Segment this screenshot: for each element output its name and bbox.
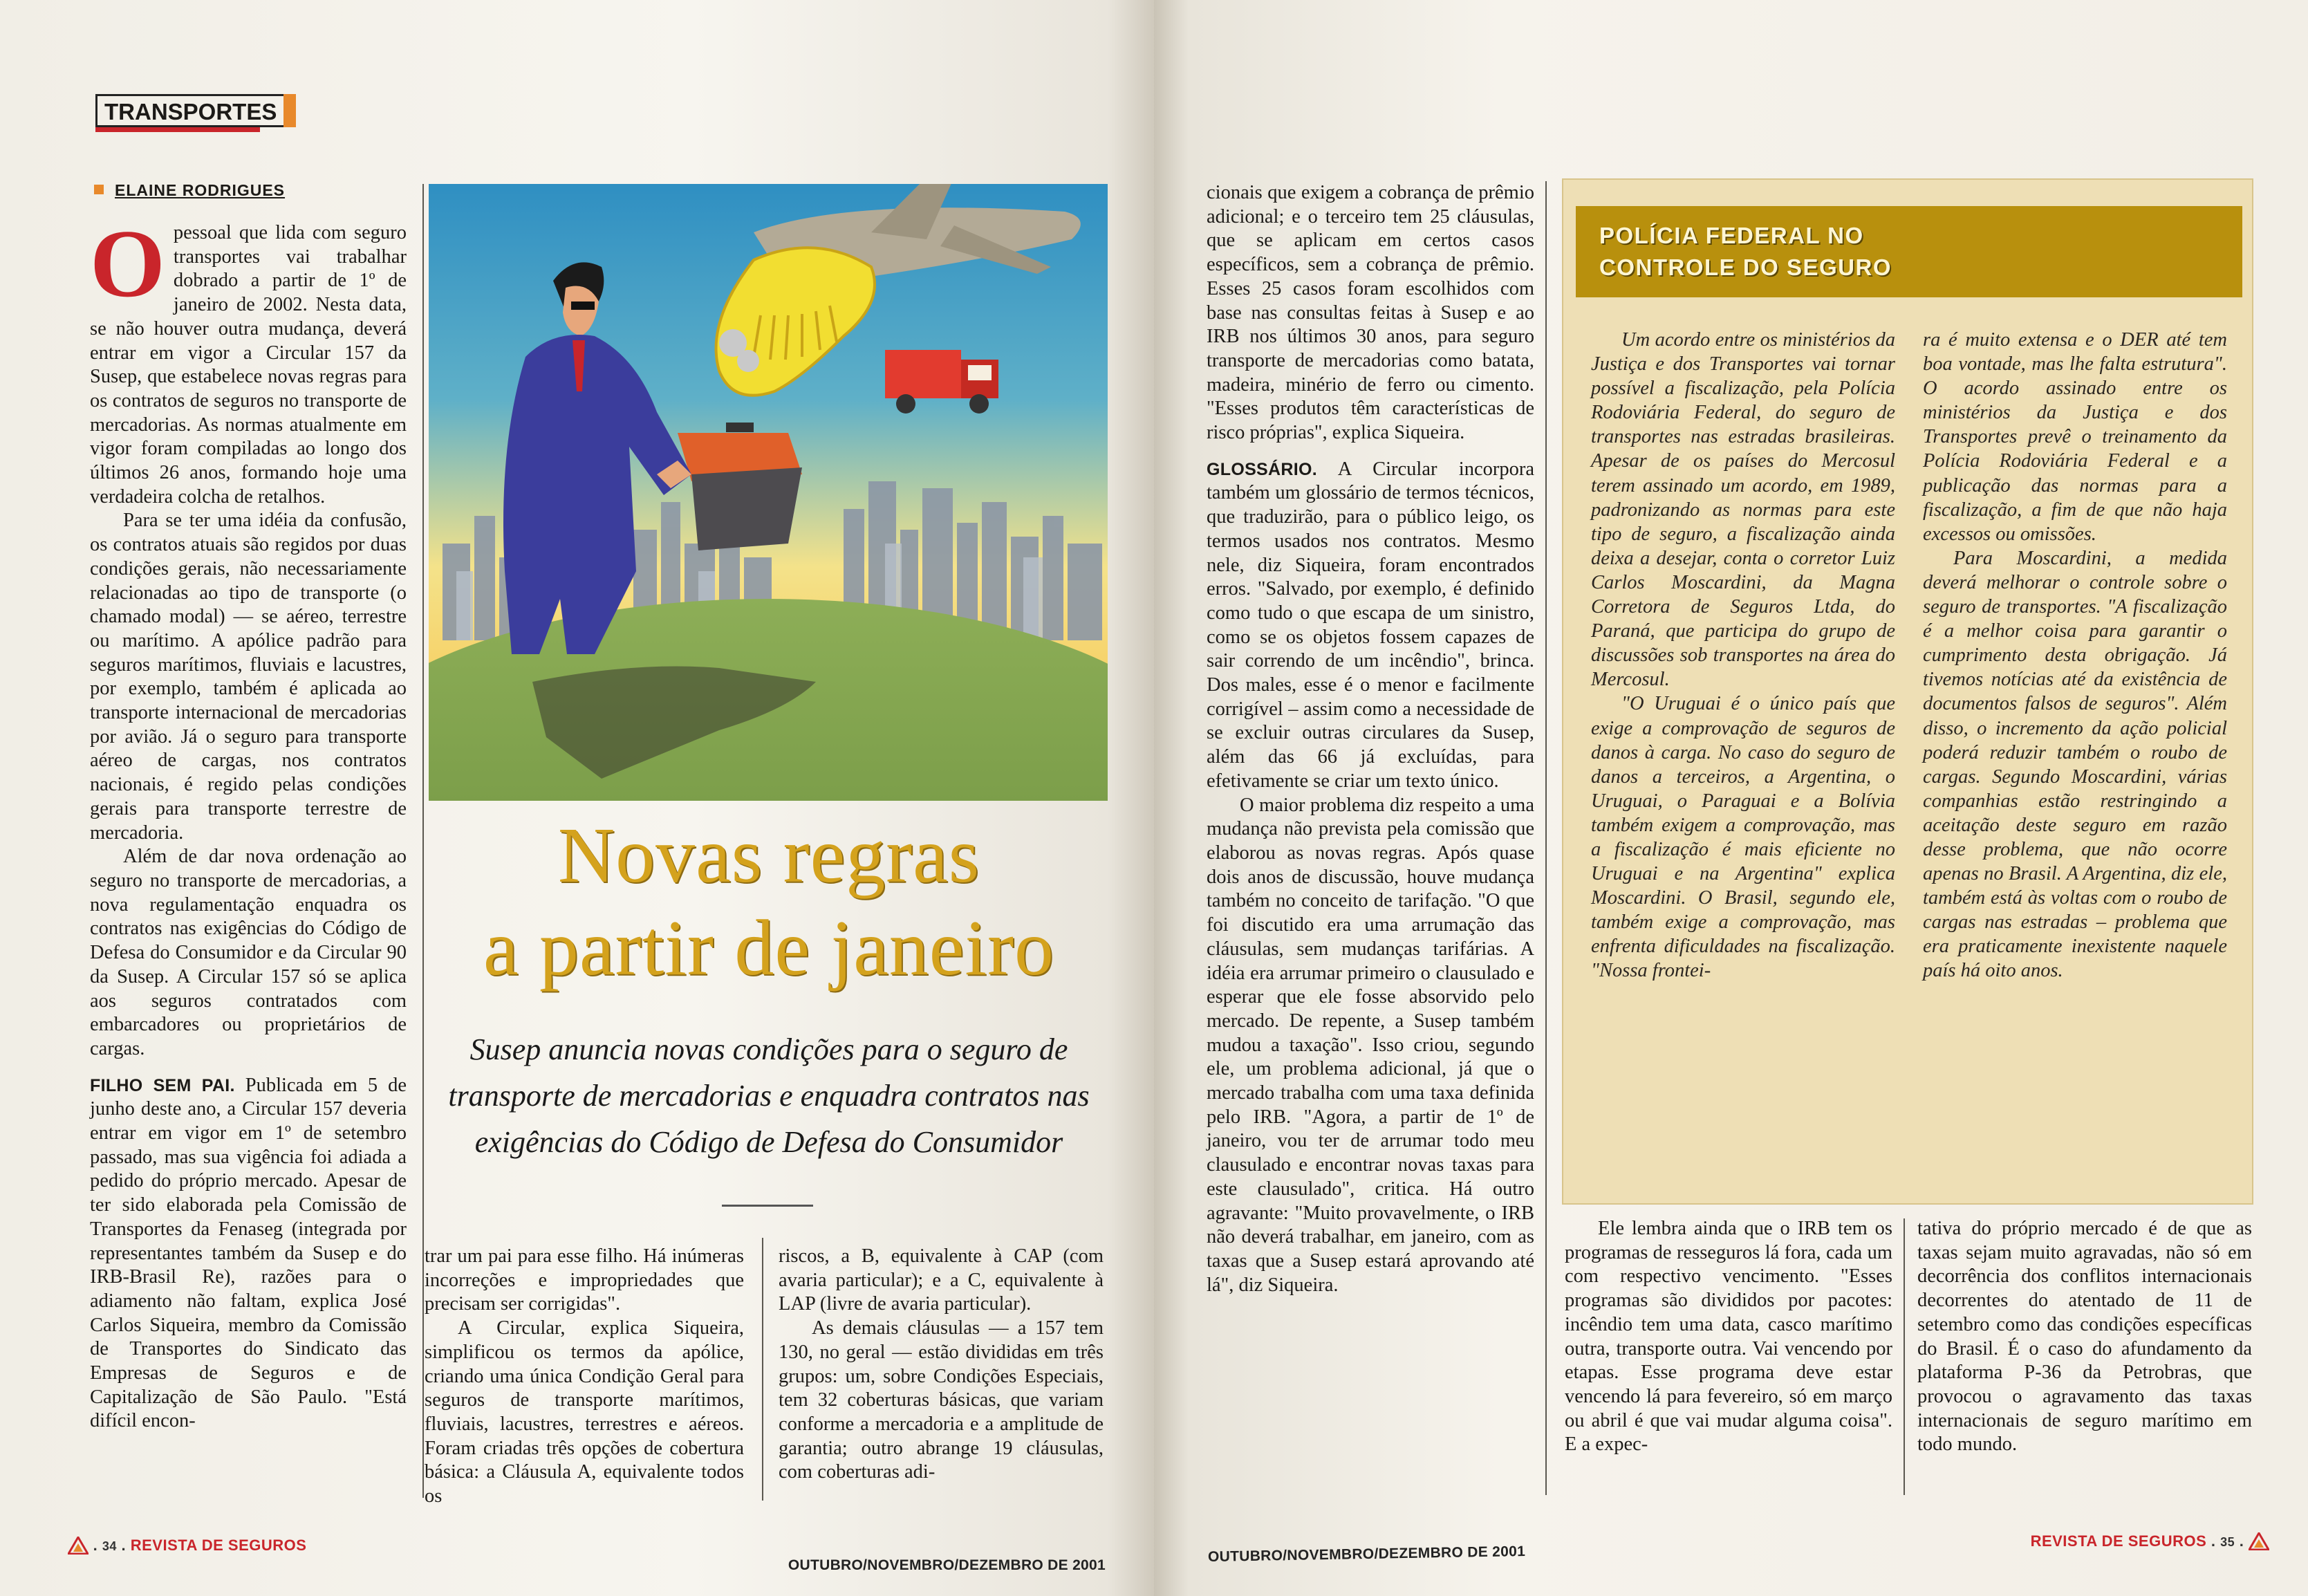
sidebar-title-line-1: POLÍCIA FEDERAL NO bbox=[1599, 223, 1864, 248]
sidebar-column-1 bbox=[1591, 328, 1895, 983]
subhead: FILHO SEM PAI. bbox=[90, 1075, 235, 1095]
column-divider bbox=[762, 1238, 763, 1501]
businessman-cargo-illustration bbox=[429, 184, 1108, 801]
article-column-2 bbox=[425, 1245, 744, 1509]
bullet-square-icon bbox=[94, 185, 104, 194]
magazine-name: REVISTA DE SEGUROS bbox=[2030, 1532, 2207, 1550]
article-column-1 bbox=[90, 210, 407, 1433]
magazine-name: REVISTA DE SEGUROS bbox=[130, 1537, 307, 1554]
paragraph-text: pessoal que lida com seguro transportes vai trabalhar dobrado a partir de 1º de janeiro de 2002. Nesta data, se não houver outra mudança, deverá entrar em vigor a Circular 157 da Susep, que estabelece novas regras para os contratos de seguros no transporte de mercadorias. As normas atualmente em vigor foram compiladas ao longo dos últimos 26 anos, formando hoje uma verdadeira colcha de retalhos. bbox=[90, 222, 407, 508]
issue-date: OUTUBRO/NOVEMBRO/DEZEMBRO DE 2001 bbox=[788, 1557, 1106, 1573]
paragraph-text: Publicada em 5 de junho deste ano, a Circular 157 deveria entrar em vigor em 1º de setembro passado, mas sua vigência foi adiada a pedido do próprio mercado. Apesar de ter sido elaborada pela Comissão de Transportes da Fenaseg (integrada por representantes também da Susep e do IRB-Brasil Re), razões para o adiamento não faltam, explica José Carlos Siqueira, membro da Comissão de Transportes do Sindicato das Empresas de Seguros e de Capitalização de São Paulo. "Está difícil encon- bbox=[90, 1074, 407, 1432]
headline-line-2: a partir de janeiro bbox=[483, 904, 1055, 992]
paragraph-text: A Circular incorpora também um glossário de termos técnicos, que traduzirão, para o público leigo, os termos usados nos contratos. Mesmo nele, diz Siqueira, foram encontrados erros. "Salvado, por exemplo, é definido como tudo o que escapa de um sinistro, como se os objetos fossem capazes de sair correndo de um incêndio", brinca. Dos males, esse é o menor e facilmente corrigível – assim como a necessidade de se excluir outras circulares da Susep, além das 66 já excluídas, para efetivamente se criar um texto único. bbox=[1207, 458, 1534, 792]
sidebar-title-bar bbox=[1576, 206, 2242, 297]
magazine-logo-icon bbox=[68, 1537, 89, 1555]
sidebar-title-line-2: CONTROLE DO SEGURO bbox=[1599, 254, 1892, 280]
paragraph: Além de dar nova ordenação ao seguro no transporte de mercadorias, a nova regulamentação enquadra os contratos nas exigências do Código de Defesa do Consumidor e da Circular 90 da Susep. A Circular 157 só se aplica aos seguros contratados com embarcadores ou proprietários de cargas. bbox=[90, 846, 407, 1059]
byline bbox=[94, 181, 285, 200]
sidebar-box bbox=[1562, 178, 2253, 1205]
paragraph: O maior problema diz respeito a uma mudança não prevista pela comissão que elaborou as novas regras. Após quase dois anos de discussão, houve mudança também no conceito de tarifação. "O que foi discutido era uma arrumação das cláusulas, sem mudanças tarifárias. A idéia era arrumar primeiro o clausulado e esperar que ele fosse absorvido pelo mercado. De repente, a Susep também mudou a taxação". Isso criou, segundo ele, um problema adicional, já que o mercado trabalha com uma taxa definida pelo IRB. "Agora, a partir de 1º de janeiro, vou ter de arrumar todo meu clausulado e encontrar novas taxas para este clausulado", critica. Há outro agravante: "Muito provavelmente, o IRB não deverá trabalhar, em janeiro, com as taxas que a Susep estará aprovando até lá", diz Siqueira. bbox=[1207, 794, 1534, 1296]
column-divider bbox=[1904, 1218, 1905, 1495]
section-tag-accent bbox=[283, 94, 296, 127]
page-folio: REVISTA DE SEGUROS . 35 . bbox=[2031, 1532, 2269, 1550]
paragraph: Para Moscardini, a medida deverá melhorar o controle sobre o seguro de transportes. "A fiscalização é a melhor coisa para garantir o cumprimento desta obrigação. Já tivemos notícias até da existência de documentos falsos de seguros". Além disso, o incremento da ação policial poderá reduzir também o roubo de cargas. Segundo Moscardini, várias companhias estão restringindo a aceitação deste seguro em razão desse problema, que não ocorre apenas no Brasil. A Argentina, diz ele, também está às voltas com o roubo de cargas nas estradas – problema que era praticamente inexistente naquele país há oito anos. bbox=[1923, 547, 2227, 982]
paragraph: Ele lembra ainda que o IRB tem os programas de resseguros lá fora, cada um com respectivo vencimento. "Esses programas são divididos por pacotes: incêndio tem uma data, casco marítimo outra, transporte outra. Vai vencendo por etapas. Esse programa deve estar vencendo lá para fevereiro, só em março ou abril é que vai mudar alguma coisa". E a expec- bbox=[1565, 1218, 1892, 1456]
article-column-3 bbox=[779, 1245, 1104, 1485]
article-column-6 bbox=[1917, 1217, 2252, 1457]
author-name: ELAINE RODRIGUES bbox=[115, 181, 286, 199]
issue-date: OUTUBRO/NOVEMBRO/DEZEMBRO DE 2001 bbox=[1207, 1543, 1526, 1566]
drop-cap: O bbox=[90, 210, 165, 317]
paragraph: cionais que exigem a cobrança de prêmio adicional; e o terceiro tem 25 cláusulas, que se aplicam em certos casos específicos, sem a cobrança de prêmio. Esses 25 casos foram escolhidos com base nas consultas feitas à Susep e ao IRB nos últimos 30 anos, para seguro transporte de mercadorias como batata, madeira, minério de ferro ou cimento. "Esses produtos têm características de risco próprias", explica Siqueira. bbox=[1207, 182, 1534, 444]
article-illustration bbox=[429, 184, 1108, 801]
paragraph: trar um pai para esse filho. Há inúmeras incorreções e impropriedades que precisam ser corrigidas". bbox=[425, 1245, 744, 1315]
article-column-5 bbox=[1565, 1217, 1892, 1457]
page-number: 34 bbox=[102, 1539, 117, 1553]
paragraph: ra é muito extensa e o DER até tem boa vontade, mas lhe falta estrutura". O acordo assinado entre os ministérios da Justiça e dos Transportes prevê o treinamento da Polícia Rodoviária Federal e a publicação das normas para a fiscalização, a fim de que não haja excessos ou omissões. bbox=[1923, 329, 2227, 545]
headline bbox=[423, 809, 1115, 994]
paragraph bbox=[1207, 458, 1534, 794]
sidebar-title bbox=[1599, 220, 1892, 284]
deck: Susep anuncia novas condições para o seguro de transporte de mercadorias e enquadra contratos nas exigências do Código de Defesa do Consumidor bbox=[448, 1032, 1090, 1159]
magazine-logo-icon bbox=[2249, 1532, 2269, 1550]
section-label: TRANSPORTES bbox=[104, 99, 277, 124]
paragraph: A Circular, explica Siqueira, simplificou os termos da apólice, criando uma única Condição Geral para seguros de transporte marítimos, fluviais, lacustres, terrestres e aéreos. Foram criadas três opções de cobertura básica: a Cláusula A, equivalente todos os bbox=[425, 1317, 744, 1507]
paragraph bbox=[90, 1074, 407, 1434]
column-divider bbox=[1545, 181, 1547, 1495]
section-tag bbox=[95, 94, 286, 127]
paragraph: tativa do próprio mercado é de que as taxas sejam muito agravadas, não só em decorrência dos conflitos internacionais decorrentes do atentado de 11 de setembro como das condições específicas do Brasil. É o caso do afundamento da plataforma P-36 da Petrobras, que provocou o agravamento das taxas internacionais de seguro marítimo em todo mundo. bbox=[1917, 1218, 2252, 1456]
paragraph: "O Uruguai é o único país que exige a comprovação de seguros de danos à carga. No caso do seguro de danos a terceiros, a Argentina, o Uruguai, o Paraguai e a Bolívia também exigem a comprovação, mas a fiscalização é mais eficiente no Uruguai e na Argentina" explica Moscardini. O Brasil, segundo ele, também exige a comprovação, mas enfrenta dificuldades na fiscalização. "Nossa frontei- bbox=[1591, 693, 1895, 982]
lead-paragraph bbox=[90, 210, 407, 509]
paragraph: riscos, a B, equivalente à CAP (com avaria particular); e a C, equivalente à LAP (livre de avaria particular). bbox=[779, 1245, 1104, 1315]
deck-rule bbox=[722, 1205, 813, 1207]
page-folio: . 34 . REVISTA DE SEGUROS bbox=[68, 1537, 306, 1555]
paragraph: Um acordo entre os ministérios da Justiça e dos Transportes vai tornar possível a fiscalização, pela Polícia Rodoviária Federal, do seguro de transportes nas estradas brasileiras. Apesar de os países do Mercosul terem assinado um acordo, em 1989, padronizando as normas para este tipo de seguro, a fiscalização ainda deixa a desejar, conta o corretor Luiz Carlos Moscardini, da Magna Corretora de Seguros Ltda, do Paraná, que participa do grupo de discussões sob transportes na área do Mercosul. bbox=[1591, 329, 1895, 691]
right-page bbox=[1154, 0, 2308, 1596]
section-tag-underline bbox=[95, 127, 260, 132]
subhead: GLOSSÁRIO. bbox=[1207, 459, 1317, 479]
headline-line-1: Novas regras bbox=[557, 811, 980, 899]
sidebar-column-2 bbox=[1923, 328, 2227, 983]
paragraph: Para se ter uma idéia da confusão, os contratos atuais são regidos por duas condições gerais, não necessariamente relacionadas ao tipo de transporte (o chamado modal) — se aéreo, terrestre ou marítimo. A apólice padrão para seguros marítimos, fluviais e lacustres, por exemplo, também é aplicada ao transporte internacional de mercadorias por avião. Já o seguro para transporte aéreo de cargas, nos contratos nacionais, é regido pelas condições gerais para transporte terrestre de mercadoria. bbox=[90, 510, 407, 844]
page-number: 35 bbox=[2220, 1535, 2235, 1549]
paragraph: As demais cláusulas — a 157 tem 130, no geral — estão divididas em três grupos: um, sobre Condições Especiais, tem 32 coberturas básicas, que variam conforme a mercadoria e a amplitude de garantia; outro abrange 19 cláusulas, com coberturas adi- bbox=[779, 1317, 1104, 1483]
article-column-4 bbox=[1207, 181, 1534, 1297]
